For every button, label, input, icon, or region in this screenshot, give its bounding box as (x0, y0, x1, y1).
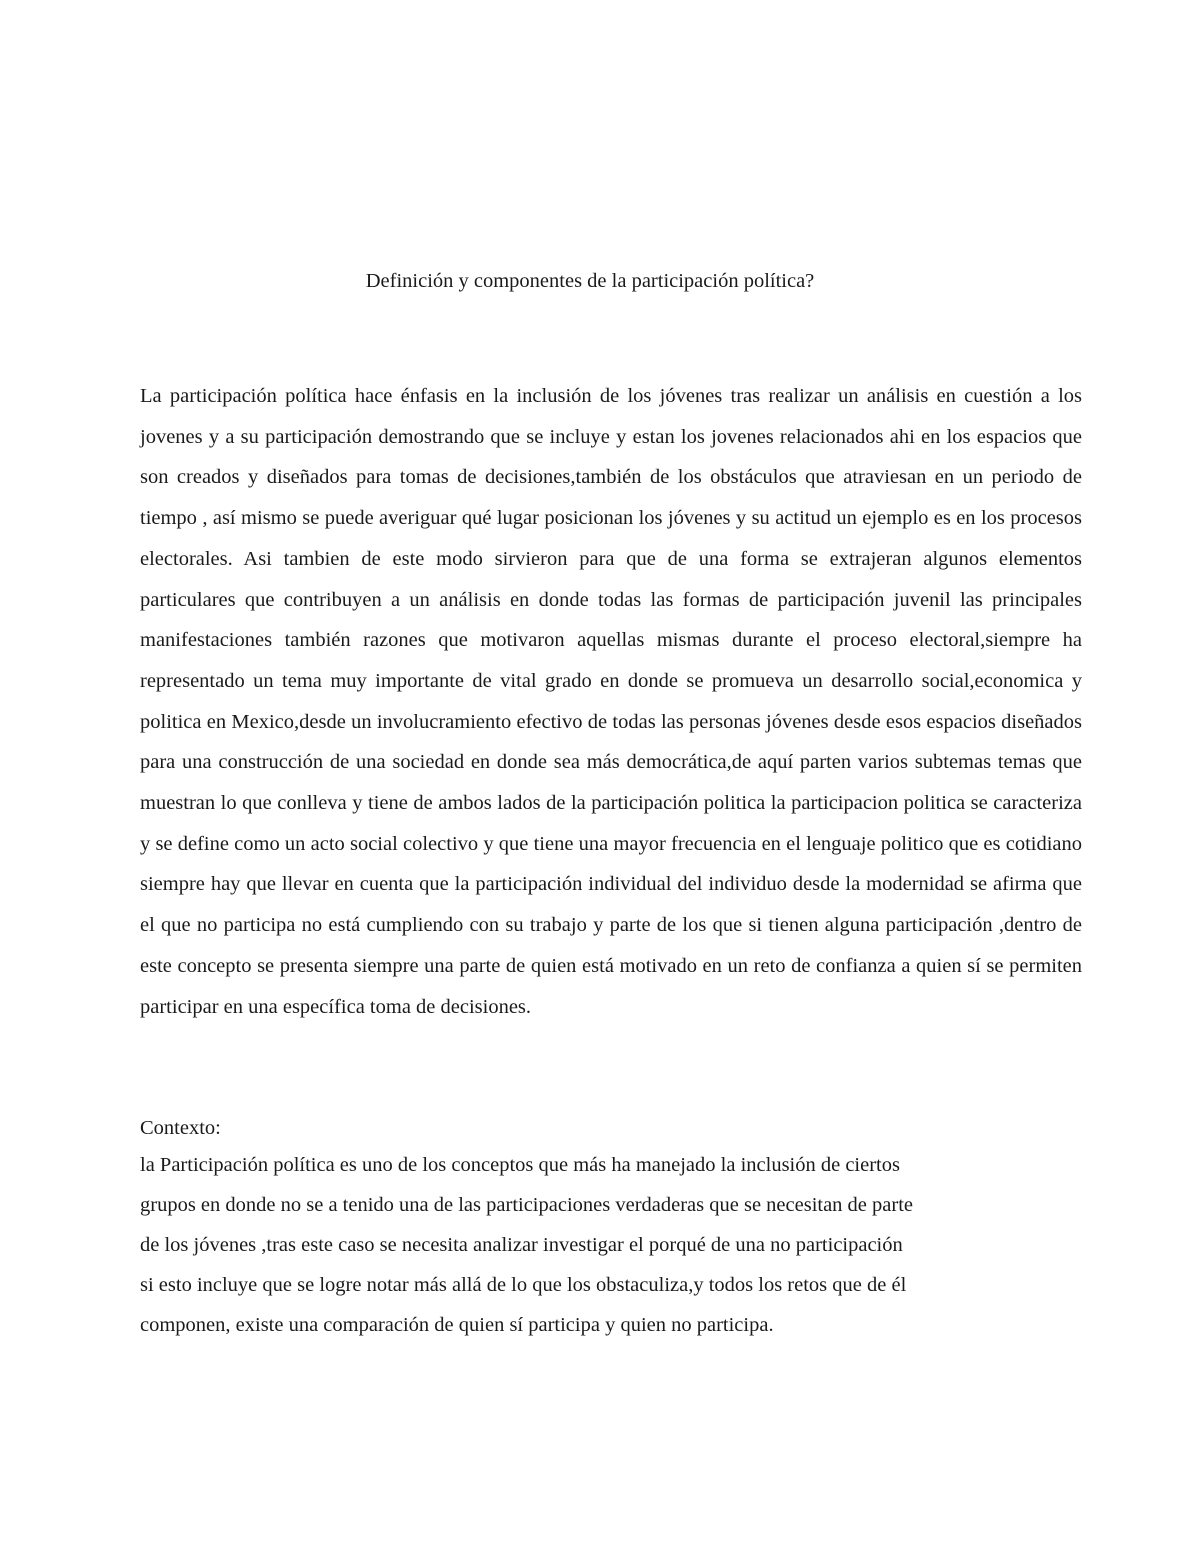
context-line: la Participación política es uno de los conceptos que más ha manejado la inclusión de ciertos (140, 1154, 900, 1176)
context-paragraph (140, 1145, 1100, 1345)
document-title: Definición y componentes de la participación política? (365, 270, 815, 292)
context-line: de los jóvenes ,tras este caso se necesita analizar investigar el porqué de una no participación (140, 1234, 903, 1256)
context-line: componen, existe una comparación de quien sí participa y quien no participa. (140, 1314, 774, 1336)
body-paragraph: La participación política hace énfasis en la inclusión de los jóvenes tras realizar un análisis en cuestión a los jovenes y a su participación demostrando que se incluye y estan los jovenes relacionados ahi en los espacios que son creados y diseñados para tomas de decisiones,también de los obstáculos que atraviesan en un periodo de tiempo , así mismo se puede averiguar qué lugar posicionan los jóvenes y su actitud un ejemplo es en los procesos electorales. Asi tambien de este modo sirvieron para que de una forma se extrajeran algunos elementos particulares que contribuyen a un análisis en donde todas las formas de participación juvenil las principales manifestaciones también razones que motivaron aquellas mismas durante el proceso electoral,siempre ha representado un tema muy importante de vital grado en donde se promueva un desarrollo social,economica y politica en Mexico,desde un involucramiento efectivo de todas las personas jóvenes desde esos espacios diseñados para una construcción de una sociedad en donde sea más democrática,de aquí parten varios subtemas temas que muestran lo que conlleva y tiene de ambos lados de la participación politica la participacion politica se caracteriza y se define como un acto social colectivo y que tiene una mayor frecuencia en el lenguaje politico que es cotidiano siempre hay que llevar en cuenta que la participación individual del individuo desde la modernidad se afirma que el que no participa no está cumpliendo con su trabajo y parte de los que si tienen alguna participación ,dentro de este concepto se presenta siempre una parte de quien está motivado en un reto de confianza a quien sí se permiten participar en una específica toma de decisiones. (140, 385, 1082, 1018)
context-line: si esto incluye que se logre notar más allá de lo que los obstaculiza,y todos los retos que de él (140, 1274, 907, 1296)
context-label: Contexto: (140, 1117, 221, 1139)
context-line: grupos en donde no se a tenido una de las participaciones verdaderas que se necesitan de parte (140, 1194, 914, 1216)
